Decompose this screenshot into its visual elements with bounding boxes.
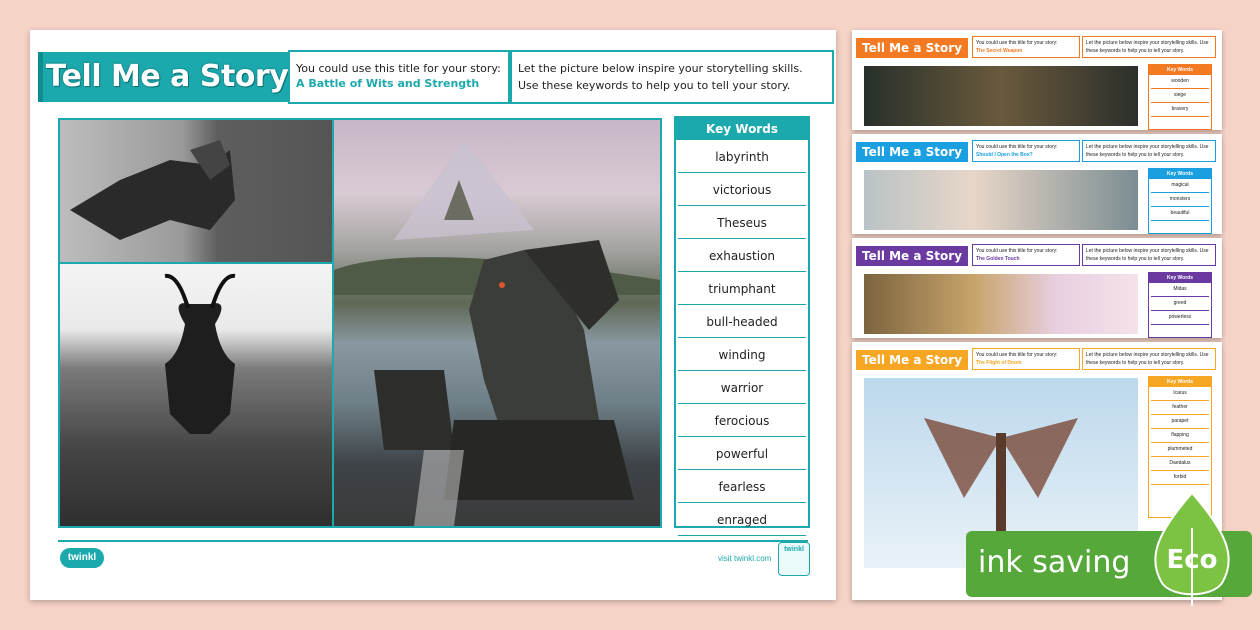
- minotaur-illustration: [60, 264, 332, 526]
- keyword-item: bull-headed: [678, 307, 806, 338]
- mini-kw-heading: Key Words: [1149, 65, 1211, 75]
- keyword-item: enraged: [678, 505, 806, 536]
- gargoyle-photo: [58, 118, 334, 264]
- title-suggestion: A Battle of Wits and Strength: [296, 77, 480, 90]
- mini-sheet-1: [852, 30, 1222, 130]
- mini-sub: The Golden Touch: [976, 256, 1020, 262]
- mini-kw-heading: Key Words: [1149, 169, 1211, 179]
- instructions-box: [510, 50, 834, 104]
- mini-keyword: Icarus: [1151, 387, 1209, 401]
- mini-keyword: magical: [1151, 179, 1209, 193]
- mini-keywords: [1148, 168, 1212, 234]
- mini-keyword: plummeted: [1151, 443, 1209, 457]
- mini-photo: [864, 170, 1138, 230]
- keyword-item: winding: [678, 340, 806, 371]
- mini-keyword: parapet: [1151, 415, 1209, 429]
- keywords-heading: Key Words: [676, 118, 808, 140]
- instructions-text: Let the picture below inspire your storytelling skills. Use these keywords to help you to tell your story.: [518, 62, 803, 92]
- mini-photo: [864, 274, 1138, 334]
- keyword-item: ferocious: [678, 406, 806, 437]
- mini-title-box: [972, 36, 1080, 58]
- mini-title: Tell Me a Story: [856, 246, 968, 266]
- mini-keyword: feather: [1151, 401, 1209, 415]
- keyword-item: triumphant: [678, 274, 806, 305]
- mini-sub: Should I Open the Box?: [976, 152, 1033, 158]
- mini-keyword: monsters: [1151, 193, 1209, 207]
- eco-leaf-icon: [1142, 488, 1242, 608]
- mini-title: Tell Me a Story: [856, 142, 968, 162]
- page-title: Tell Me a Story: [38, 52, 291, 102]
- mini-instr-box: Let the picture below inspire your storytelling skills. Use these keywords to help you to tell your story.: [1082, 348, 1216, 370]
- mini-kw-heading: Key Words: [1149, 377, 1211, 387]
- mini-keyword: flapping: [1151, 429, 1209, 443]
- quality-badge: twinkl: [778, 542, 810, 576]
- mini-title: Tell Me a Story: [856, 350, 968, 370]
- mini-photo: [864, 66, 1138, 126]
- minotaur-photo: [58, 262, 334, 528]
- mini-title-box: [972, 348, 1080, 370]
- footer-url[interactable]: visit twinkl.com: [718, 554, 772, 563]
- title-suggestion-text: You could use this title for your story:: [296, 62, 501, 75]
- mini-instr-box: Let the picture below inspire your storytelling skills. Use these keywords to help you to tell your story.: [1082, 140, 1216, 162]
- mini-keyword: forbid: [1151, 471, 1209, 485]
- mini-keyword: powerless: [1151, 311, 1209, 325]
- mini-sub: The Secret Weapon: [976, 48, 1023, 54]
- mini-keyword: siege: [1151, 89, 1209, 103]
- mini-keywords: [1148, 272, 1212, 338]
- mini-keyword: Midas: [1151, 283, 1209, 297]
- mini-keyword: Daedalus: [1151, 457, 1209, 471]
- gargoyle-illustration: [60, 120, 332, 262]
- keyword-item: powerful: [678, 439, 806, 470]
- keyword-item: warrior: [678, 373, 806, 404]
- mini-keyword: wooden: [1151, 75, 1209, 89]
- mini-sub: The Flight of Doom: [976, 360, 1022, 366]
- mini-title: Tell Me a Story: [856, 38, 968, 58]
- mini-keyword: bravery: [1151, 103, 1209, 117]
- keyword-item: Theseus: [678, 208, 806, 239]
- mini-keyword: greed: [1151, 297, 1209, 311]
- mini-box-text: You could use this title for your story:: [976, 40, 1058, 46]
- keyword-item: victorious: [678, 175, 806, 206]
- ink-saving-label: ink saving: [978, 545, 1131, 580]
- landscape-illustration: [334, 120, 660, 526]
- mini-box-text: You could use this title for your story:: [976, 248, 1058, 254]
- mini-instr-box: Let the picture below inspire your storytelling skills. Use these keywords to help you to tell your story.: [1082, 244, 1216, 266]
- mini-instr-box: Let the picture below inspire your storytelling skills. Use these keywords to help you to tell your story.: [1082, 36, 1216, 58]
- mini-title-box: [972, 140, 1080, 162]
- mini-title-box: [972, 244, 1080, 266]
- mini-keyword: beautiful: [1151, 207, 1209, 221]
- keyword-item: exhaustion: [678, 241, 806, 272]
- keyword-item: fearless: [678, 472, 806, 503]
- footer-divider: [58, 540, 808, 542]
- mini-box-text: You could use this title for your story:: [976, 352, 1058, 358]
- mini-sheet-3: [852, 238, 1222, 338]
- dragon-gargoyle-photo: [332, 118, 662, 528]
- keyword-item: labyrinth: [678, 142, 806, 173]
- keywords-panel: [674, 116, 810, 528]
- mini-sheet-2: [852, 134, 1222, 234]
- eco-leaf-label: Eco: [1166, 545, 1218, 575]
- mini-kw-heading: Key Words: [1149, 273, 1211, 283]
- title-suggestion-box: [288, 50, 510, 104]
- twinkl-logo: twinkl: [60, 548, 104, 568]
- mini-keywords: [1148, 64, 1212, 130]
- worksheet-main: [30, 30, 836, 600]
- mini-box-text: You could use this title for your story:: [976, 144, 1058, 150]
